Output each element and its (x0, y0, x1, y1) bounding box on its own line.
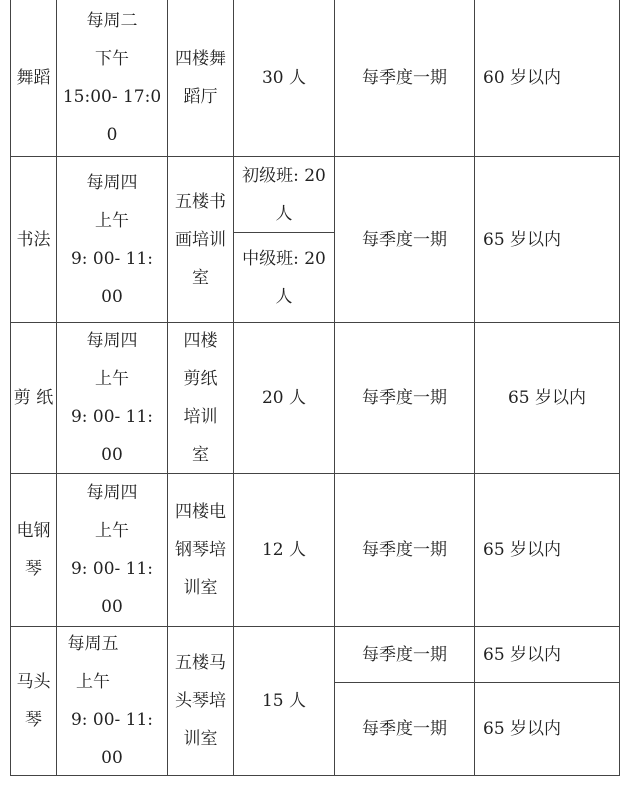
time-line: 9: 00- 11: (70, 248, 154, 269)
time-line: 上午 (95, 369, 129, 389)
course-name: 马头 (16, 672, 51, 692)
place-line: 训室 (183, 578, 218, 598)
place-cell (168, 474, 233, 626)
course-name: 书法 (16, 229, 51, 250)
time-line: 每周五 (67, 634, 119, 654)
age-cell (475, 323, 619, 473)
time-line: 每周四 (86, 172, 138, 193)
time-line: 00 (101, 748, 123, 768)
time-line: 00 (101, 286, 123, 307)
course-cell (11, 157, 56, 322)
time-line: 9: 00- 11: (70, 559, 154, 579)
time-line: 每周二 (86, 11, 138, 31)
capacity-line: 中级班: 20 (242, 248, 326, 269)
place-cell (168, 323, 233, 473)
age-value: 60 岁以内 (483, 68, 562, 88)
time-line: 9: 00- 11: (70, 407, 154, 427)
course-name: 电钢 (16, 521, 51, 541)
capacity-line: 初级班: 20 (242, 165, 326, 186)
place-line: 室 (192, 445, 209, 465)
age-value: 65 岁以内 (483, 644, 562, 665)
course-cell (11, 627, 56, 775)
time-line: 00 (101, 597, 123, 617)
age-value: 65 岁以内 (483, 540, 562, 560)
capacity-cell (234, 323, 334, 473)
place-line: 五楼马 (175, 653, 226, 673)
time-line: 上午 (95, 210, 129, 231)
period-value: 每季度一期 (362, 68, 447, 88)
time-line: 每周四 (86, 483, 138, 503)
time-cell (57, 0, 167, 156)
capacity-value: 20 人 (261, 388, 307, 408)
time-line: 每周四 (86, 331, 138, 351)
course-name: 琴 (25, 559, 42, 579)
table-border-right (619, 0, 620, 776)
time-line: 15:00- 17:0 (62, 87, 162, 107)
time-cell (57, 323, 167, 473)
time-cell (57, 627, 167, 775)
period-cell (335, 157, 474, 322)
period-value: 每季度一期 (362, 644, 447, 665)
capacity-line: 人 (275, 203, 293, 224)
capacity-intermediate-cell (234, 233, 334, 322)
age-cell (483, 474, 619, 626)
time-cell (57, 474, 167, 626)
place-line: 剪纸 (183, 369, 218, 389)
time-line: 上午 (95, 521, 129, 541)
period-value: 每季度一期 (362, 388, 447, 408)
capacity-line: 人 (275, 286, 293, 307)
capacity-beginner-cell (234, 157, 334, 232)
period-cell (335, 323, 474, 473)
period-value: 每季度一期 (362, 540, 447, 560)
place-line: 画培训 (175, 229, 226, 250)
place-line: 五楼书 (175, 191, 226, 212)
place-line: 培训 (183, 407, 218, 427)
age-value: 65 岁以内 (483, 719, 562, 739)
capacity-cell (234, 627, 334, 775)
place-line: 蹈厅 (183, 87, 218, 107)
period-cell (335, 474, 474, 626)
place-line: 训室 (183, 729, 218, 749)
time-line: 9: 00- 11: (70, 710, 154, 730)
place-cell (168, 0, 233, 156)
place-cell (168, 627, 233, 775)
course-cell (11, 0, 56, 156)
age-cell (483, 683, 619, 775)
time-line: 上午 (76, 672, 110, 692)
capacity-value: 12 人 (261, 540, 307, 560)
place-line: 四楼电 (175, 502, 226, 522)
time-line: 00 (101, 445, 123, 465)
place-line: 室 (192, 267, 209, 288)
age-cell (483, 0, 619, 156)
period-value: 每季度一期 (362, 719, 447, 739)
time-line: 下午 (95, 49, 129, 69)
place-line: 头琴培 (175, 691, 226, 711)
time-cell (57, 157, 167, 322)
capacity-value: 15 人 (261, 691, 307, 711)
course-cell (11, 323, 56, 473)
place-line: 四楼舞 (175, 49, 226, 69)
place-cell (168, 157, 233, 322)
course-name: 剪 纸 (13, 388, 54, 408)
time-line: 0 (106, 125, 118, 145)
course-name: 琴 (25, 710, 42, 730)
period-cell (335, 0, 474, 156)
capacity-cell (234, 0, 334, 156)
period-value: 每季度一期 (362, 229, 447, 250)
age-cell (483, 627, 619, 682)
capacity-cell (234, 474, 334, 626)
age-cell (483, 157, 619, 322)
course-name: 舞蹈 (16, 68, 51, 88)
capacity-value: 30 人 (261, 68, 307, 88)
period-cell (335, 683, 474, 775)
course-cell (11, 474, 56, 626)
age-value: 65 岁以内 (507, 388, 587, 408)
period-cell (335, 627, 474, 682)
place-line: 钢琴培 (175, 540, 226, 560)
age-value: 65 岁以内 (483, 229, 562, 250)
place-line: 四楼 (183, 331, 218, 351)
